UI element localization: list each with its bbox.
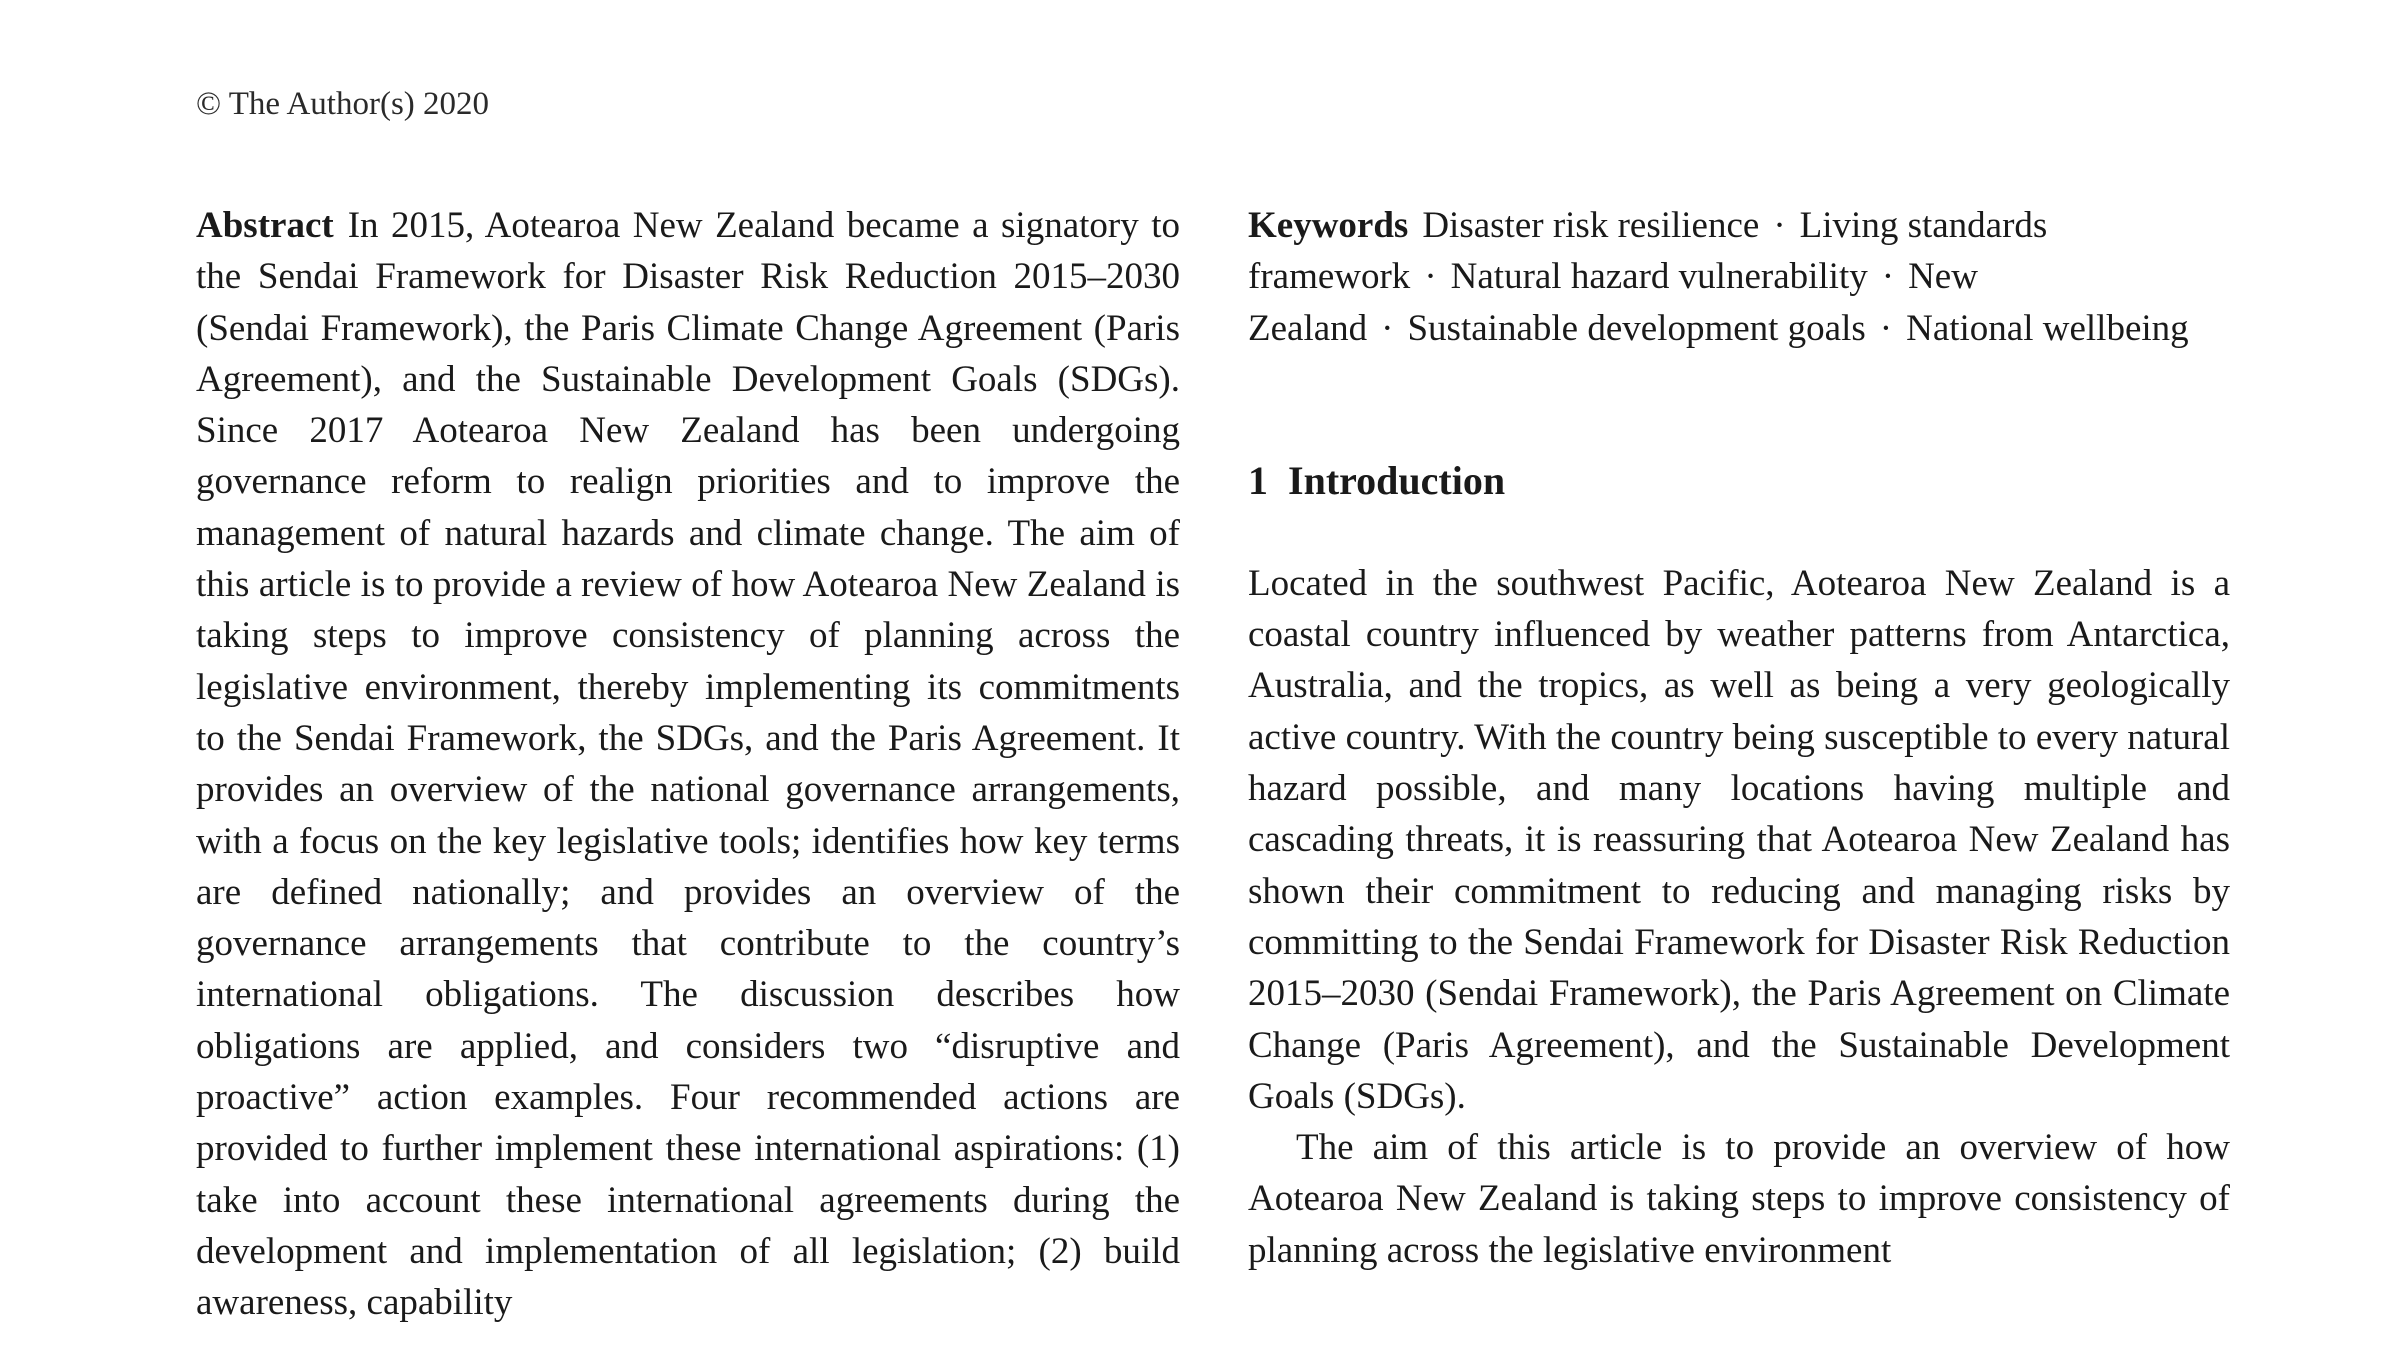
keyword-item: Natural hazard vulnerability	[1450, 256, 1868, 298]
intro-paragraph-2: The aim of this article is to provide an overview of how Aotearoa New Zealand is taking steps to improve consistency of planning across the legislative environment	[1248, 1127, 2230, 1271]
abstract-text: In 2015, Aotearoa New Zealand became a signatory to the Sendai Framework for Disaster Risk Reduction 2015–2030 (Sendai Framework), the Paris Climate Change Agreement (Paris Agreement), and the Sustainable Development Goals (SDGs). Since 2017 Aotearoa New Zealand has been undergoing governance reform to realign priorities and to improve the management of natural hazards and climate change. The aim of this article is to provide a review of how Aotearoa New Zealand is taking steps to improve consistency of planning across the legislative environment, thereby implementing its commitments to the Sendai Framework, the SDGs, and the Paris Agreement. It provides an overview of the national governance arrangements, with a focus on the key legislative tools; identifies how key terms are defined nationally; and provides an overview of the governance arrangements that contribute to the country’s international obligations. The discussion describes how obligations are applied, and considers two “disruptive and proactive” action examples. Four recommended actions are provided to further implement these international aspirations: (1) take into account these international agreements during the development and implementation of all legislation; (2) build awareness, capability	[196, 205, 1180, 1324]
abstract-paragraph	[196, 200, 1180, 1329]
abstract-label: Abstract	[196, 205, 334, 246]
keyword-separator: ·	[1381, 307, 1394, 349]
section-number: 1	[1248, 457, 1268, 503]
keywords-paragraph	[1248, 200, 2230, 354]
keyword-separator: ·	[1881, 256, 1895, 298]
keyword-item: National wellbeing	[1906, 307, 2189, 349]
keyword-separator: ·	[1424, 256, 1437, 298]
keyword-separator: ·	[1879, 307, 1893, 349]
right-column	[1248, 200, 2230, 1276]
intro-paragraph-1: Located in the southwest Pacific, Aotearoa New Zealand is a coastal country influenced by weather patterns from Antarctica, Australia, and the tropics, as well as being a very geologically active country. With the country being susceptible to every natural hazard possible, and many locations having multiple and cascading threats, it is reassuring that Aotearoa New Zealand has shown their commitment to reducing and managing risks by committing to the Sendai Framework for Disaster Risk Reduction 2015–2030 (Sendai Framework), the Paris Agreement on Climate Change (Paris Agreement), and the Sustainable Development Goals (SDGs).	[1248, 562, 2230, 1117]
keywords-label: Keywords	[1248, 205, 1409, 246]
keyword-item: Living standards framework	[1248, 205, 2048, 298]
keyword-item: Sustainable development goals	[1407, 307, 1866, 349]
section-title: Introduction	[1288, 457, 1506, 503]
copyright-notice: © The Author(s) 2020	[196, 86, 490, 122]
section-heading-introduction	[1248, 456, 2230, 506]
left-column	[196, 200, 1180, 1329]
keyword-item: New Zealand	[1248, 256, 1978, 349]
keyword-item: Disaster risk resilience	[1422, 205, 1760, 246]
keyword-separator: ·	[1773, 205, 1786, 246]
